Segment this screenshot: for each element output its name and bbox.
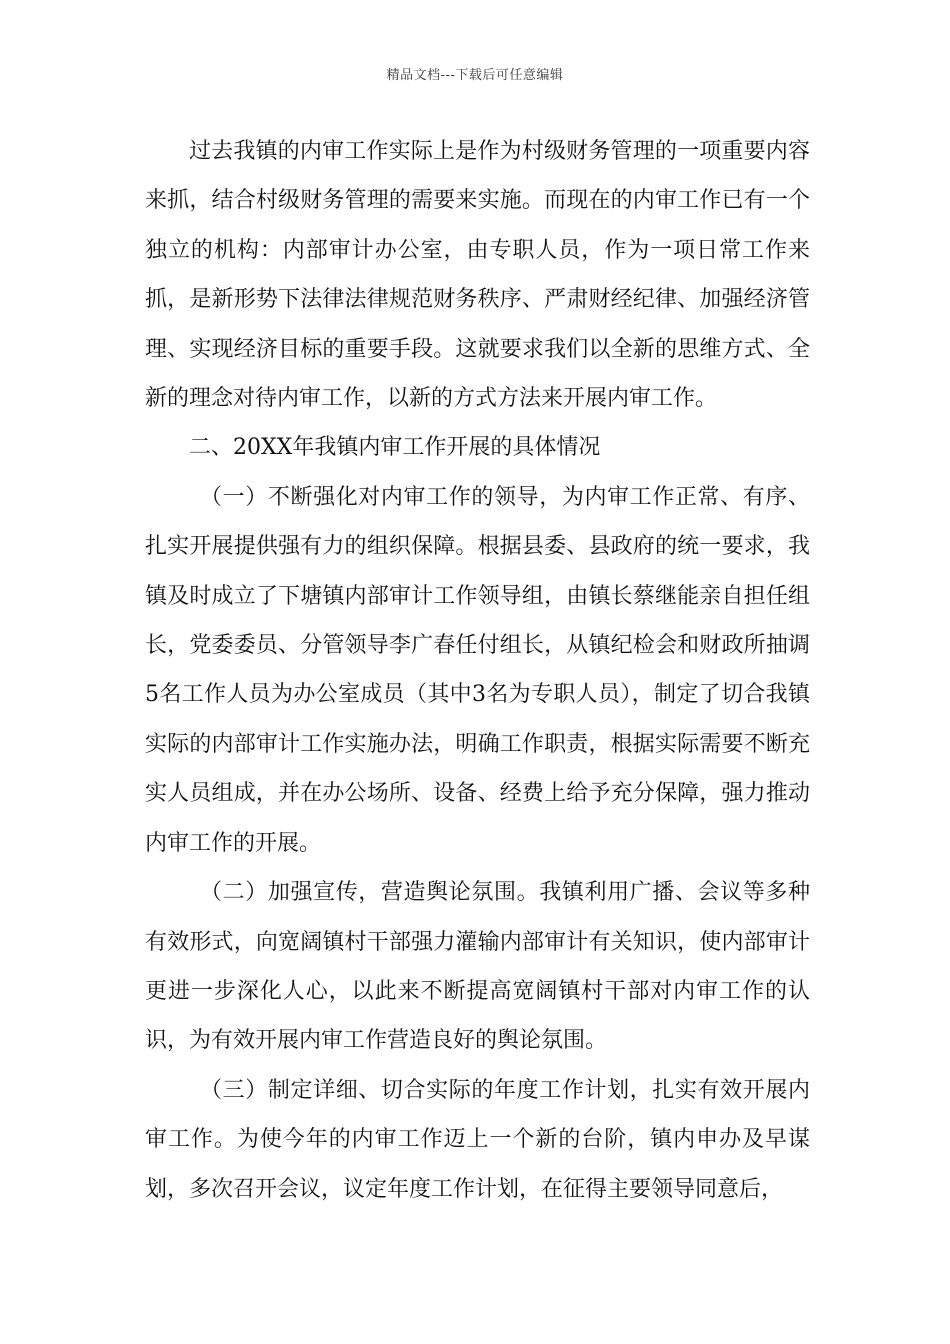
paragraph-intro: 过去我镇的内审工作实际上是作为村级财务管理的一项重要内容来抓，结合村级财务管理的需要来实施。而现在的内审工作已有一个独立的机构：内部审计办公室，由专职人员，作为一项日常工作来抓，是新形势下法律法律规范财务秩序、严肃财经纪律、加强经济管理、实现经济目标的重要手段。这就要求我们以全新的思维方式、全新的理念对待内审工作，以新的方式方法来开展内审工作。 [145, 139, 810, 412]
document-body [145, 127, 810, 1214]
paragraph-item-2: （二）加强宣传，营造舆论氛围。我镇利用广播、会议等多种有效形式，向宽阔镇村干部强力灌输内部审计有关知识，使内部审计更进一步深化人心，以此来不断提高宽阔镇村干部对内审工作的认识，为有效开展内审工作营造良好的舆论氛围。 [145, 880, 810, 1054]
paragraph-item-3: （三）制定详细、切合实际的年度工作计划，扎实有效开展内审工作。为使今年的内审工作迈上一个新的台阶，镇内申办及早谋划，多次召开会议，议定年度工作计划，在征得主要领导同意后， [145, 1077, 810, 1202]
page-header: 精品文档---下载后可任意编辑 [386, 68, 564, 83]
paragraph-item-1: （一）不断强化对内审工作的领导，为内审工作正常、有序、扎实开展提供强有力的组织保障。根据县委、县政府的统一要求，我镇及时成立了下塘镇内部审计工作领导组，由镇长蔡继能亲自担任组长，党委委员、分管领导李广春任付组长，从镇纪检会和财政所抽调5名工作人员为办公室成员（其中3名为专职人员），制定了切合我镇实际的内部审计工作实施办法，明确工作职责，根据实际需要不断充实人员组成，并在办公场所、设备、经费上给予充分保障，强力推动内审工作的开展。 [145, 484, 810, 856]
section-heading: 二、20XX年我镇内审工作开展的具体情况 [189, 435, 601, 461]
